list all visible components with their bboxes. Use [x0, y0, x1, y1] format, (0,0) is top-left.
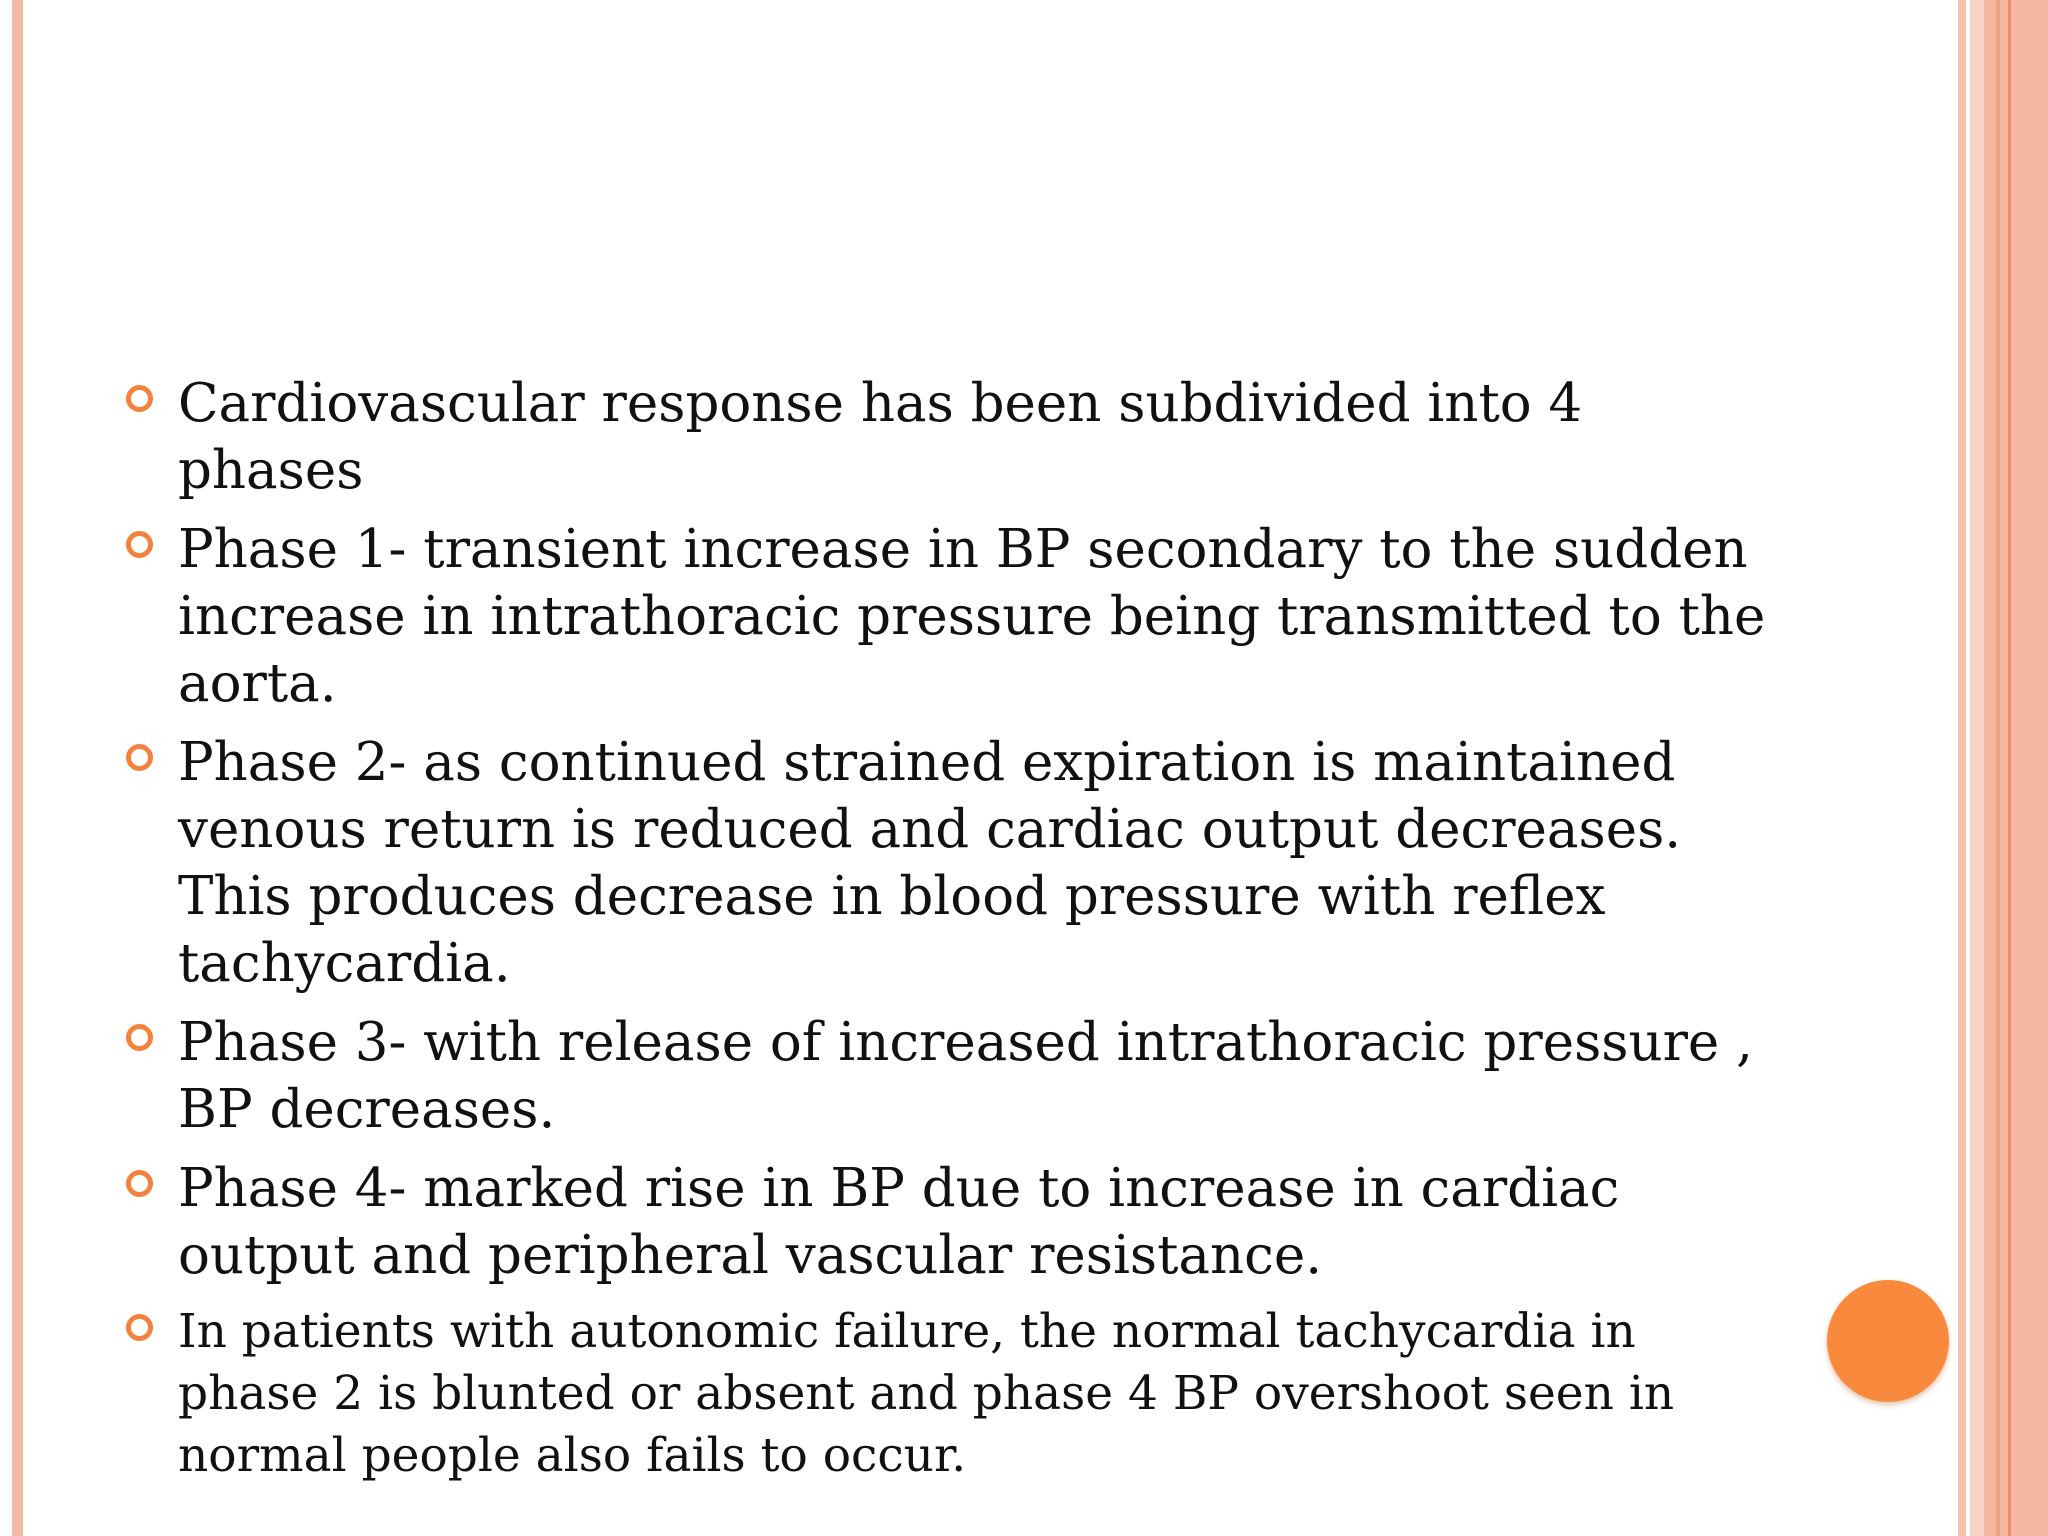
bullet-item [126, 516, 1766, 717]
right-decorative-line [1970, 0, 1984, 1536]
bullet-text: Phase 4- marked rise in BP due to increase in cardiac output and peripheral vascular resistance. [178, 1158, 1620, 1286]
circle-bullet-icon [126, 385, 153, 412]
orange-circle-decoration [1827, 1280, 1949, 1402]
left-decorative-stripe [12, 0, 23, 1536]
bullet-item [126, 1009, 1766, 1143]
right-decorative-line [1958, 0, 1966, 1536]
bullet-list [126, 370, 1766, 1499]
bullet-item [126, 370, 1766, 504]
right-decorative-line [2008, 0, 2011, 1536]
bullet-text: In patients with autonomic failure, the normal tachycardia in phase 2 is blunted or absent and phase 4 BP overshoot seen in normal people also fails to occur. [178, 1304, 1675, 1483]
circle-bullet-icon [126, 744, 153, 771]
bullet-item [126, 1301, 1766, 1487]
right-decorative-line [1996, 0, 2000, 1536]
circle-bullet-icon [126, 1314, 153, 1341]
bullet-item [126, 1155, 1766, 1289]
bullet-text: Phase 2- as continued strained expiration is maintained venous return is reduced and cardiac output decreases. This produces decrease in blood pressure with reflex tachycardia. [178, 732, 1682, 994]
circle-bullet-icon [126, 531, 153, 558]
right-decorative-panel [1984, 0, 2048, 1536]
bullet-item [126, 729, 1766, 997]
bullet-text: Phase 1- transient increase in BP secondary to the sudden increase in intrathoracic pressure being transmitted to the aorta. [178, 519, 1766, 714]
circle-bullet-icon [126, 1170, 153, 1197]
circle-bullet-icon [126, 1024, 153, 1051]
bullet-text: Cardiovascular response has been subdivided into 4 phases [178, 373, 1583, 501]
bullet-text: Phase 3- with release of increased intrathoracic pressure , BP decreases. [178, 1012, 1753, 1140]
